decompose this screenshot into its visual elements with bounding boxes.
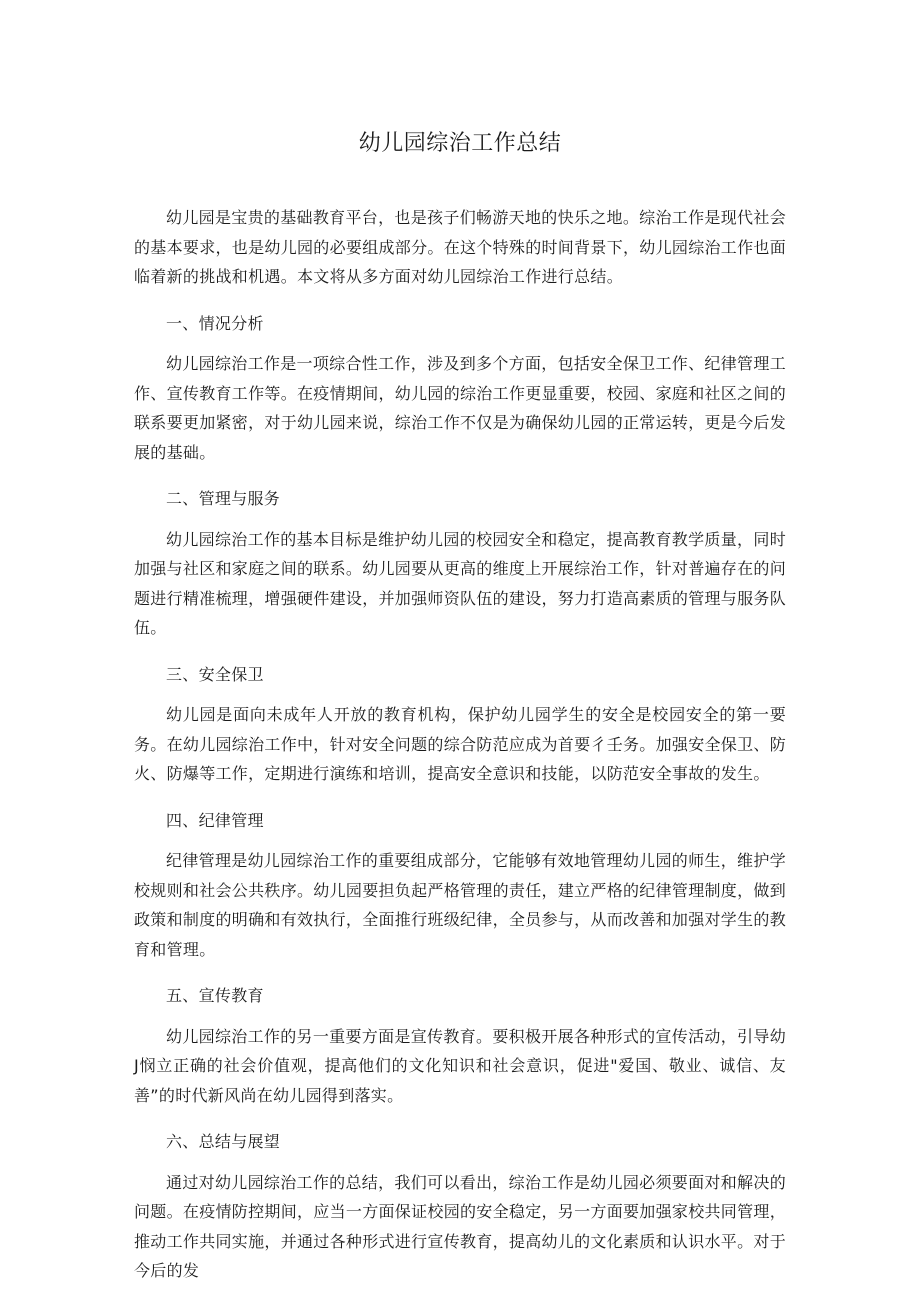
section-heading: 五、宣传教育	[166, 986, 264, 1005]
section-paragraph: 纪律管理是幼儿园综治工作的重要组成部分，它能够有效地管理幼儿园的师生，维护学校规则和社会公共秩序。幼儿园要担负起严格管理的责任，建立严格的纪律管理制度，做到政策和制度的明确和有效执行，全面推行班级纪律，全员参与，从而改善和加强对学生的教育和管理。	[134, 851, 787, 959]
section-heading: 六、总结与展望	[166, 1132, 281, 1151]
section-paragraph: 幼儿园综治工作的另一重要方面是宣传教育。要积极开展各种形式的宣传活动，引导幼J悯立正确的社会价值观，提高他们的文化知识和社会意识，促进"爱国、敬业、诚信、友善”的时代新风尚在幼儿园得到落实。	[134, 1026, 786, 1105]
section-discipline	[134, 806, 786, 965]
section-security	[134, 660, 786, 789]
intro-paragraph: 幼儿园是宝贵的基础教育平台，也是孩子们畅游天地的快乐之地。综治工作是现代社会的基本要求，也是幼儿园的必要组成部分。在这个特殊的时间背景下，幼儿园综治工作也面临着新的挑战和机遇。本文将从多方面对幼儿园综治工作进行总结。	[134, 208, 787, 286]
section-management-service	[134, 484, 786, 643]
document-body	[134, 203, 786, 1286]
section-summary-outlook	[134, 1127, 786, 1286]
section-paragraph: 幼儿园是面向未成年人开放的教育机构，保护幼儿园学生的安全是校园安全的第一要务。在幼儿园综治工作中，针对安全问题的综合防范应成为首要彳壬务。加强安全保卫、防火、防爆等工作，定期进行演练和培训，提高安全意识和技能，以防范安全事故的发生。	[134, 705, 787, 783]
section-heading: 二、管理与服务	[166, 489, 281, 508]
section-publicity-education	[134, 981, 786, 1110]
section-heading: 三、安全保卫	[166, 664, 264, 684]
section-heading: 四、纪律管理	[166, 810, 264, 830]
document-title: 幼儿园综治工作总结	[358, 131, 562, 156]
section-paragraph: 幼儿园综治工作是一项综合性工作，涉及到多个方面，包括安全保卫工作、纪律管理工作、宣传教育工作等。在疫情期间，幼儿园的综治工作更显重要，校园、家庭和社区之间的联系要更加紧密，对于幼儿园来说，综治工作不仅是为确保幼儿园的正常运转，更是今后发展的基础。	[134, 354, 787, 462]
section-heading: 一、情况分析	[166, 313, 264, 333]
section-paragraph: 通过对幼儿园综治工作的总结，我们可以看出，综治工作是幼儿园必须要面对和解决的问题。在疫情防控期间，应当一方面保证校园的安全稳定，另一方面要加强家校共同管理，推动工作共同实施，并通过各种形式进行宣传教育，提高幼儿的文化素质和认识水平。对于今后的发	[134, 1172, 787, 1280]
section-paragraph: 幼儿园综治工作的基本目标是维护幼儿园的校园安全和稳定，提高教育教学质量，同时加强与社区和家庭之间的联系。幼儿园要从更高的维度上开展综治工作，针对普遍存在的问题进行精准梳理，增强硬件建设，并加强师资队伍的建设，努力打造高素质的管理与服务队伍。	[134, 529, 787, 637]
section-situation-analysis	[134, 309, 786, 468]
